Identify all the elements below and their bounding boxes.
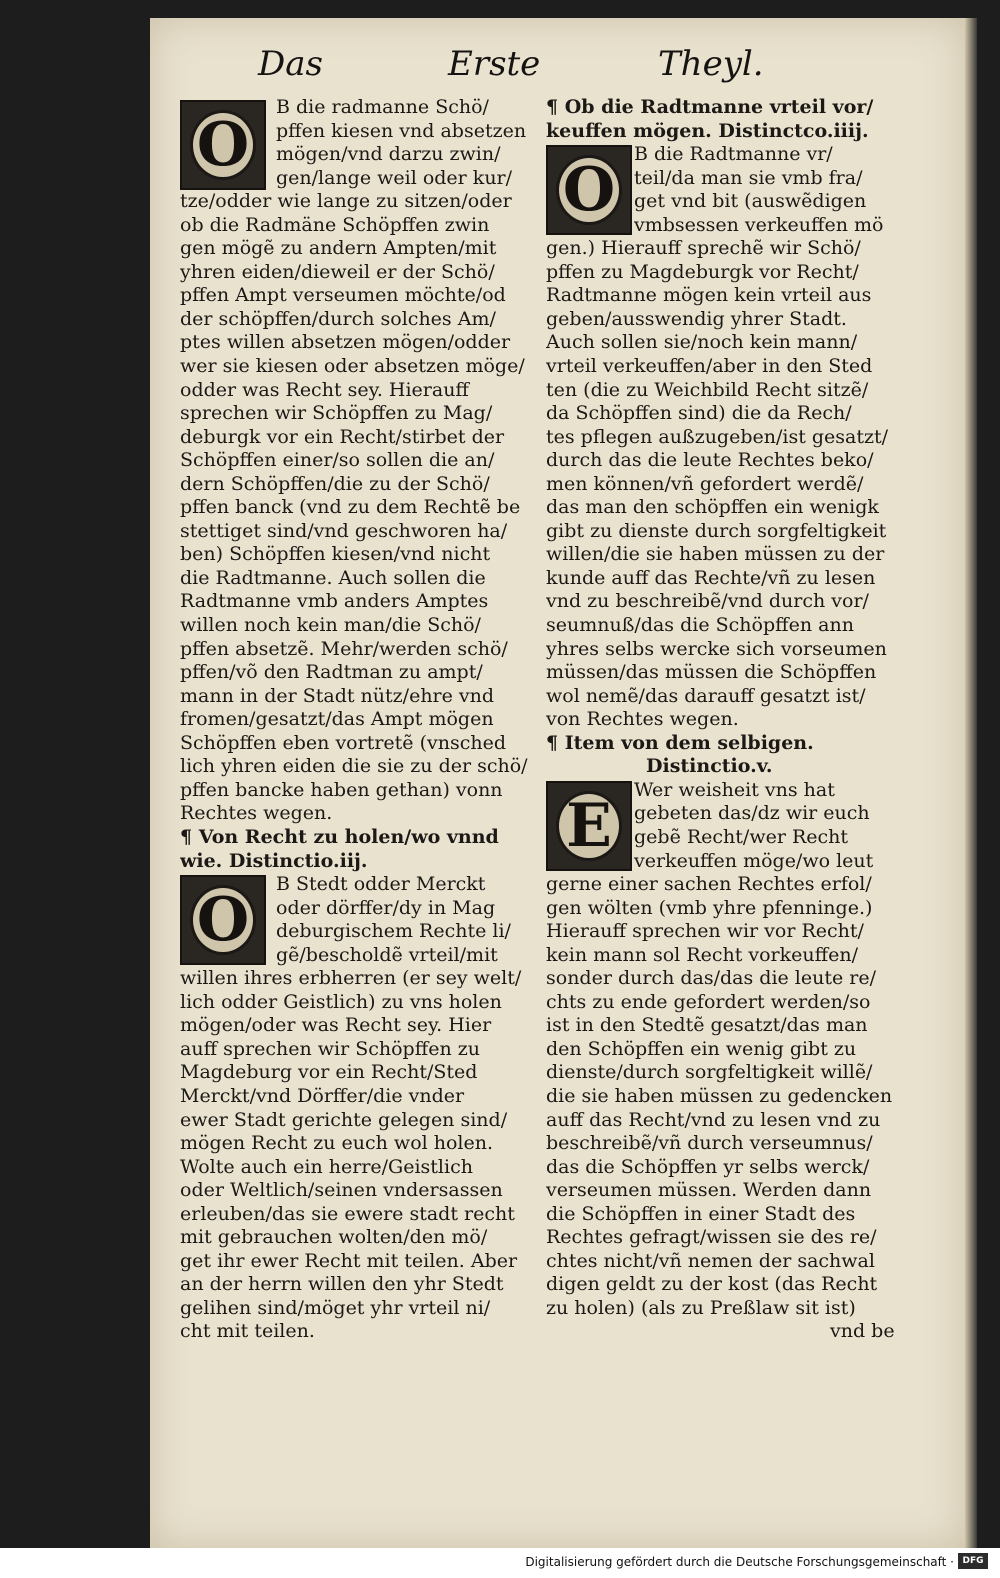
text-line: stettiget sind/vnd geschworen ha/ <box>180 519 508 542</box>
text-line: Wolte auch ein herre/Geistlich <box>180 1155 473 1178</box>
text-line: gibt zu dienste durch sorgfeltigkeit <box>546 519 887 542</box>
header-right: Theyl. <box>658 44 764 84</box>
text-line: auff das Recht/vnd zu lesen vnd zu <box>546 1108 881 1131</box>
text-line: mögen Recht zu euch wol holen. <box>180 1132 494 1155</box>
text-line: B die Radtmanne vr/ <box>634 143 833 166</box>
text-line: ¶ Item von dem selbigen. <box>546 731 814 754</box>
decorated-initial-e: E <box>546 781 632 871</box>
text-line: willen/die sie haben müssen zu der <box>546 543 885 566</box>
text-line: vnd zu beschreibẽ/vnd durch vor/ <box>546 590 869 613</box>
text-line: vrteil verkeuffen/aber in den Sted <box>546 355 873 378</box>
text-line: verseumen müssen. Werden dann <box>546 1179 872 1202</box>
dfg-logo: DFG <box>958 1553 988 1569</box>
text-line: mögen/oder was Recht sey. Hier <box>180 1014 492 1037</box>
right-column <box>546 96 902 1344</box>
text-line: Rechtes gefragt/wissen sie des re/ <box>546 1226 877 1249</box>
text-line: chtes nicht/vñ nemen der sachwal <box>546 1249 875 1272</box>
text-line: B Stedt odder Merckt <box>276 873 486 896</box>
text-line: gen wölten (vmb yhre pfenninge.) <box>546 896 873 919</box>
text-line: pffen kiesen vnd absetzen <box>276 119 527 142</box>
text-line: die sie haben müssen zu gedencken <box>546 1084 893 1107</box>
text-line: von Rechtes wegen. <box>546 708 739 731</box>
text-line: dienste/durch sorgfeltigkeit willẽ/ <box>546 1061 873 1084</box>
text-line: mögen/vnd darzu zwin/ <box>276 143 501 166</box>
text-line: chts zu ende gefordert werden/so <box>546 990 871 1013</box>
left-text-block-1 <box>180 96 535 826</box>
text-line: die Radtmanne. Auch sollen die <box>180 566 486 589</box>
text-line: seumnuß/das die Schöpffen ann <box>546 614 854 637</box>
text-line: Radtmanne vmb anders Amptes <box>180 590 489 613</box>
text-line: willen ihres erbherren (er sey welt/ <box>180 967 522 990</box>
text-line: yhres selbs wercke sich vorseumen <box>546 637 887 660</box>
footer-bar <box>0 1548 1000 1578</box>
catchword: vnd be <box>830 1320 895 1343</box>
text-line: pffen/võ den Radtman zu ampt/ <box>180 661 483 684</box>
left-heading-2 <box>180 826 535 873</box>
decorated-initial-o: O <box>180 100 266 190</box>
text-line: digen geldt zu der kost (das Recht <box>546 1273 878 1296</box>
text-line: geben/ausswendig yhrer Stadt. <box>546 307 847 330</box>
text-line: get vnd bit (auswẽdigen <box>634 190 867 213</box>
text-line: pffen bancke haben gethan) vonn <box>180 778 503 801</box>
page-edge <box>965 18 977 1548</box>
text-line: oder dörffer/dy in Mag <box>276 896 496 919</box>
text-line: der schöpffen/durch solches Am/ <box>180 307 496 330</box>
decorated-initial-o-3: O <box>546 145 632 235</box>
text-line: ben) Schöpffen kiesen/vnd nicht <box>180 543 491 566</box>
text-line: wol nemẽ/das darauff gesatzt ist/ <box>546 684 866 707</box>
text-line: pffen banck (vnd zu dem Rechtẽ be <box>180 496 521 519</box>
text-line: willen noch kein man/die Schö/ <box>180 614 481 637</box>
text-line: odder was Recht sey. Hierauff <box>180 378 469 401</box>
text-line: ewer Stadt gerichte gelegen sind/ <box>180 1108 508 1131</box>
funding-notice: Digitalisierung gefördert durch die Deutsche Forschungsgemeinschaft · <box>525 1555 954 1569</box>
text-line: gebeten das/dz wir euch <box>634 802 870 825</box>
text-line: B die radmanne Schö/ <box>276 96 489 118</box>
text-line: fromen/gesatzt/das Ampt mögen <box>180 708 494 731</box>
text-line: men können/vñ gefordert werdẽ/ <box>546 472 864 495</box>
text-line: da Schöpffen sind) die da Rech/ <box>546 402 852 425</box>
right-heading-2 <box>546 732 902 779</box>
text-line: kunde auff das Rechte/vñ zu lesen <box>546 566 876 589</box>
text-line: tze/odder wie lange zu sitzen/oder <box>180 190 512 213</box>
text-line: gerne einer sachen Rechtes erfol/ <box>546 873 872 896</box>
header-middle: Erste <box>448 44 541 84</box>
text-line: wer sie kiesen oder absetzen möge/ <box>180 355 525 378</box>
text-line: Wer weisheit vns hat <box>634 778 835 801</box>
text-line: Hierauff sprechen wir vor Recht/ <box>546 920 864 943</box>
text-line: müssen/das müssen die Schöpffen <box>546 661 877 684</box>
text-line: ten (die zu Weichbild Recht sitzẽ/ <box>546 378 869 401</box>
book-page <box>150 18 965 1548</box>
text-line: das man den schöpffen ein wenigk <box>546 496 879 519</box>
text-line: dern Schöpffen/die zu der Schö/ <box>180 472 490 495</box>
text-line: gen/lange weil oder kur/ <box>276 166 513 189</box>
text-line: gelihen sind/möget yhr vrteil ni/ <box>180 1296 491 1319</box>
text-line: pffen Ampt verseumen möchte/od <box>180 284 506 307</box>
text-line: beschreibẽ/vñ durch verseumnus/ <box>546 1132 873 1155</box>
text-line: sprechen wir Schöpffen zu Mag/ <box>180 402 493 425</box>
text-line: teil/da man sie vmb fra/ <box>634 166 863 189</box>
text-line: ob die Radmäne Schöpffen zwin <box>180 213 490 236</box>
text-line: wie. Distinctio.iij. <box>180 849 368 872</box>
text-line: gebẽ Recht/wer Recht <box>634 825 849 848</box>
text-line: die Schöpffen in einer Stadt des <box>546 1202 856 1225</box>
text-line: cht mit teilen. <box>180 1320 315 1343</box>
text-line: Schöpffen eben vortretẽ (vnsched <box>180 731 506 754</box>
text-line: deburgk vor ein Recht/stirbet der <box>180 425 505 448</box>
text-line: sonder durch das/das die leute re/ <box>546 967 877 990</box>
text-line: tes pflegen außzugeben/ist gesatzt/ <box>546 425 889 448</box>
text-line: vmbsessen verkeuffen mö <box>634 213 884 236</box>
text-line: Merckt/vnd Dörffer/die vnder <box>180 1084 465 1107</box>
text-line: Magdeburg vor ein Recht/Sted <box>180 1061 478 1084</box>
text-line: zu holen) (als zu Preßlaw sit ist) <box>546 1296 856 1319</box>
header-left: Das <box>258 44 323 84</box>
text-line: gen mögẽ zu andern Ampten/mit <box>180 237 497 260</box>
text-line: ptes willen absetzen mögen/odder <box>180 331 511 354</box>
text-line: lich odder Geistlich) zu vns holen <box>180 990 502 1013</box>
text-line: Schöpffen einer/so sollen die an/ <box>180 449 495 472</box>
text-line: Radtmanne mögen kein vrteil aus <box>546 284 872 307</box>
text-line: gen.) Hierauff sprechẽ wir Schö/ <box>546 237 861 260</box>
text-line: den Schöpffen ein wenig gibt zu <box>546 1037 857 1060</box>
text-line: erleuben/das sie ewere stadt recht <box>180 1202 515 1225</box>
text-line: Rechtes wegen. <box>180 802 333 825</box>
text-line: oder Weltlich/seinen vndersassen <box>180 1179 503 1202</box>
text-line: ¶ Von Recht zu holen/wo vnnd <box>180 825 499 848</box>
text-line: get ihr ewer Recht mit teilen. Aber <box>180 1249 518 1272</box>
text-line: lich yhren eiden die sie zu der schö/ <box>180 755 528 778</box>
text-line: yhren eiden/dieweil er der Schö/ <box>180 260 495 283</box>
text-line: kein mann sol Recht vorkeuffen/ <box>546 943 859 966</box>
text-line: pffen zu Magdeburgk vor Recht/ <box>546 260 859 283</box>
text-line: pffen absetzẽ. Mehr/werden schö/ <box>180 637 508 660</box>
decorated-initial-o-2: O <box>180 875 266 965</box>
text-line: Auch sollen sie/noch kein mann/ <box>546 331 858 354</box>
left-column <box>180 96 535 1344</box>
text-line: verkeuffen möge/wo leut <box>634 849 874 872</box>
right-heading-1 <box>546 96 902 143</box>
text-line: mit gebrauchen wolten/den mö/ <box>180 1226 488 1249</box>
text-line: gẽ/bescholdẽ vrteil/mit <box>276 943 498 966</box>
text-line: Distinctio.v. <box>646 755 773 778</box>
text-line: durch das die leute Rechtes beko/ <box>546 449 874 472</box>
text-line: mann in der Stadt nütz/ehre vnd <box>180 684 495 707</box>
text-line: keuffen mögen. Distinctco.iiij. <box>546 119 869 142</box>
text-line: auff sprechen wir Schöpffen zu <box>180 1037 480 1060</box>
text-line: deburgischem Rechte li/ <box>276 920 511 943</box>
text-line: an der herrn willen den yhr Stedt <box>180 1273 504 1296</box>
running-header <box>150 44 965 96</box>
text-line: ¶ Ob die Radtmanne vrteil vor/ <box>546 96 874 118</box>
text-line: das die Schöpffen yr selbs werck/ <box>546 1155 870 1178</box>
text-line: ist in den Stedtẽ gesatzt/das man <box>546 1014 868 1037</box>
